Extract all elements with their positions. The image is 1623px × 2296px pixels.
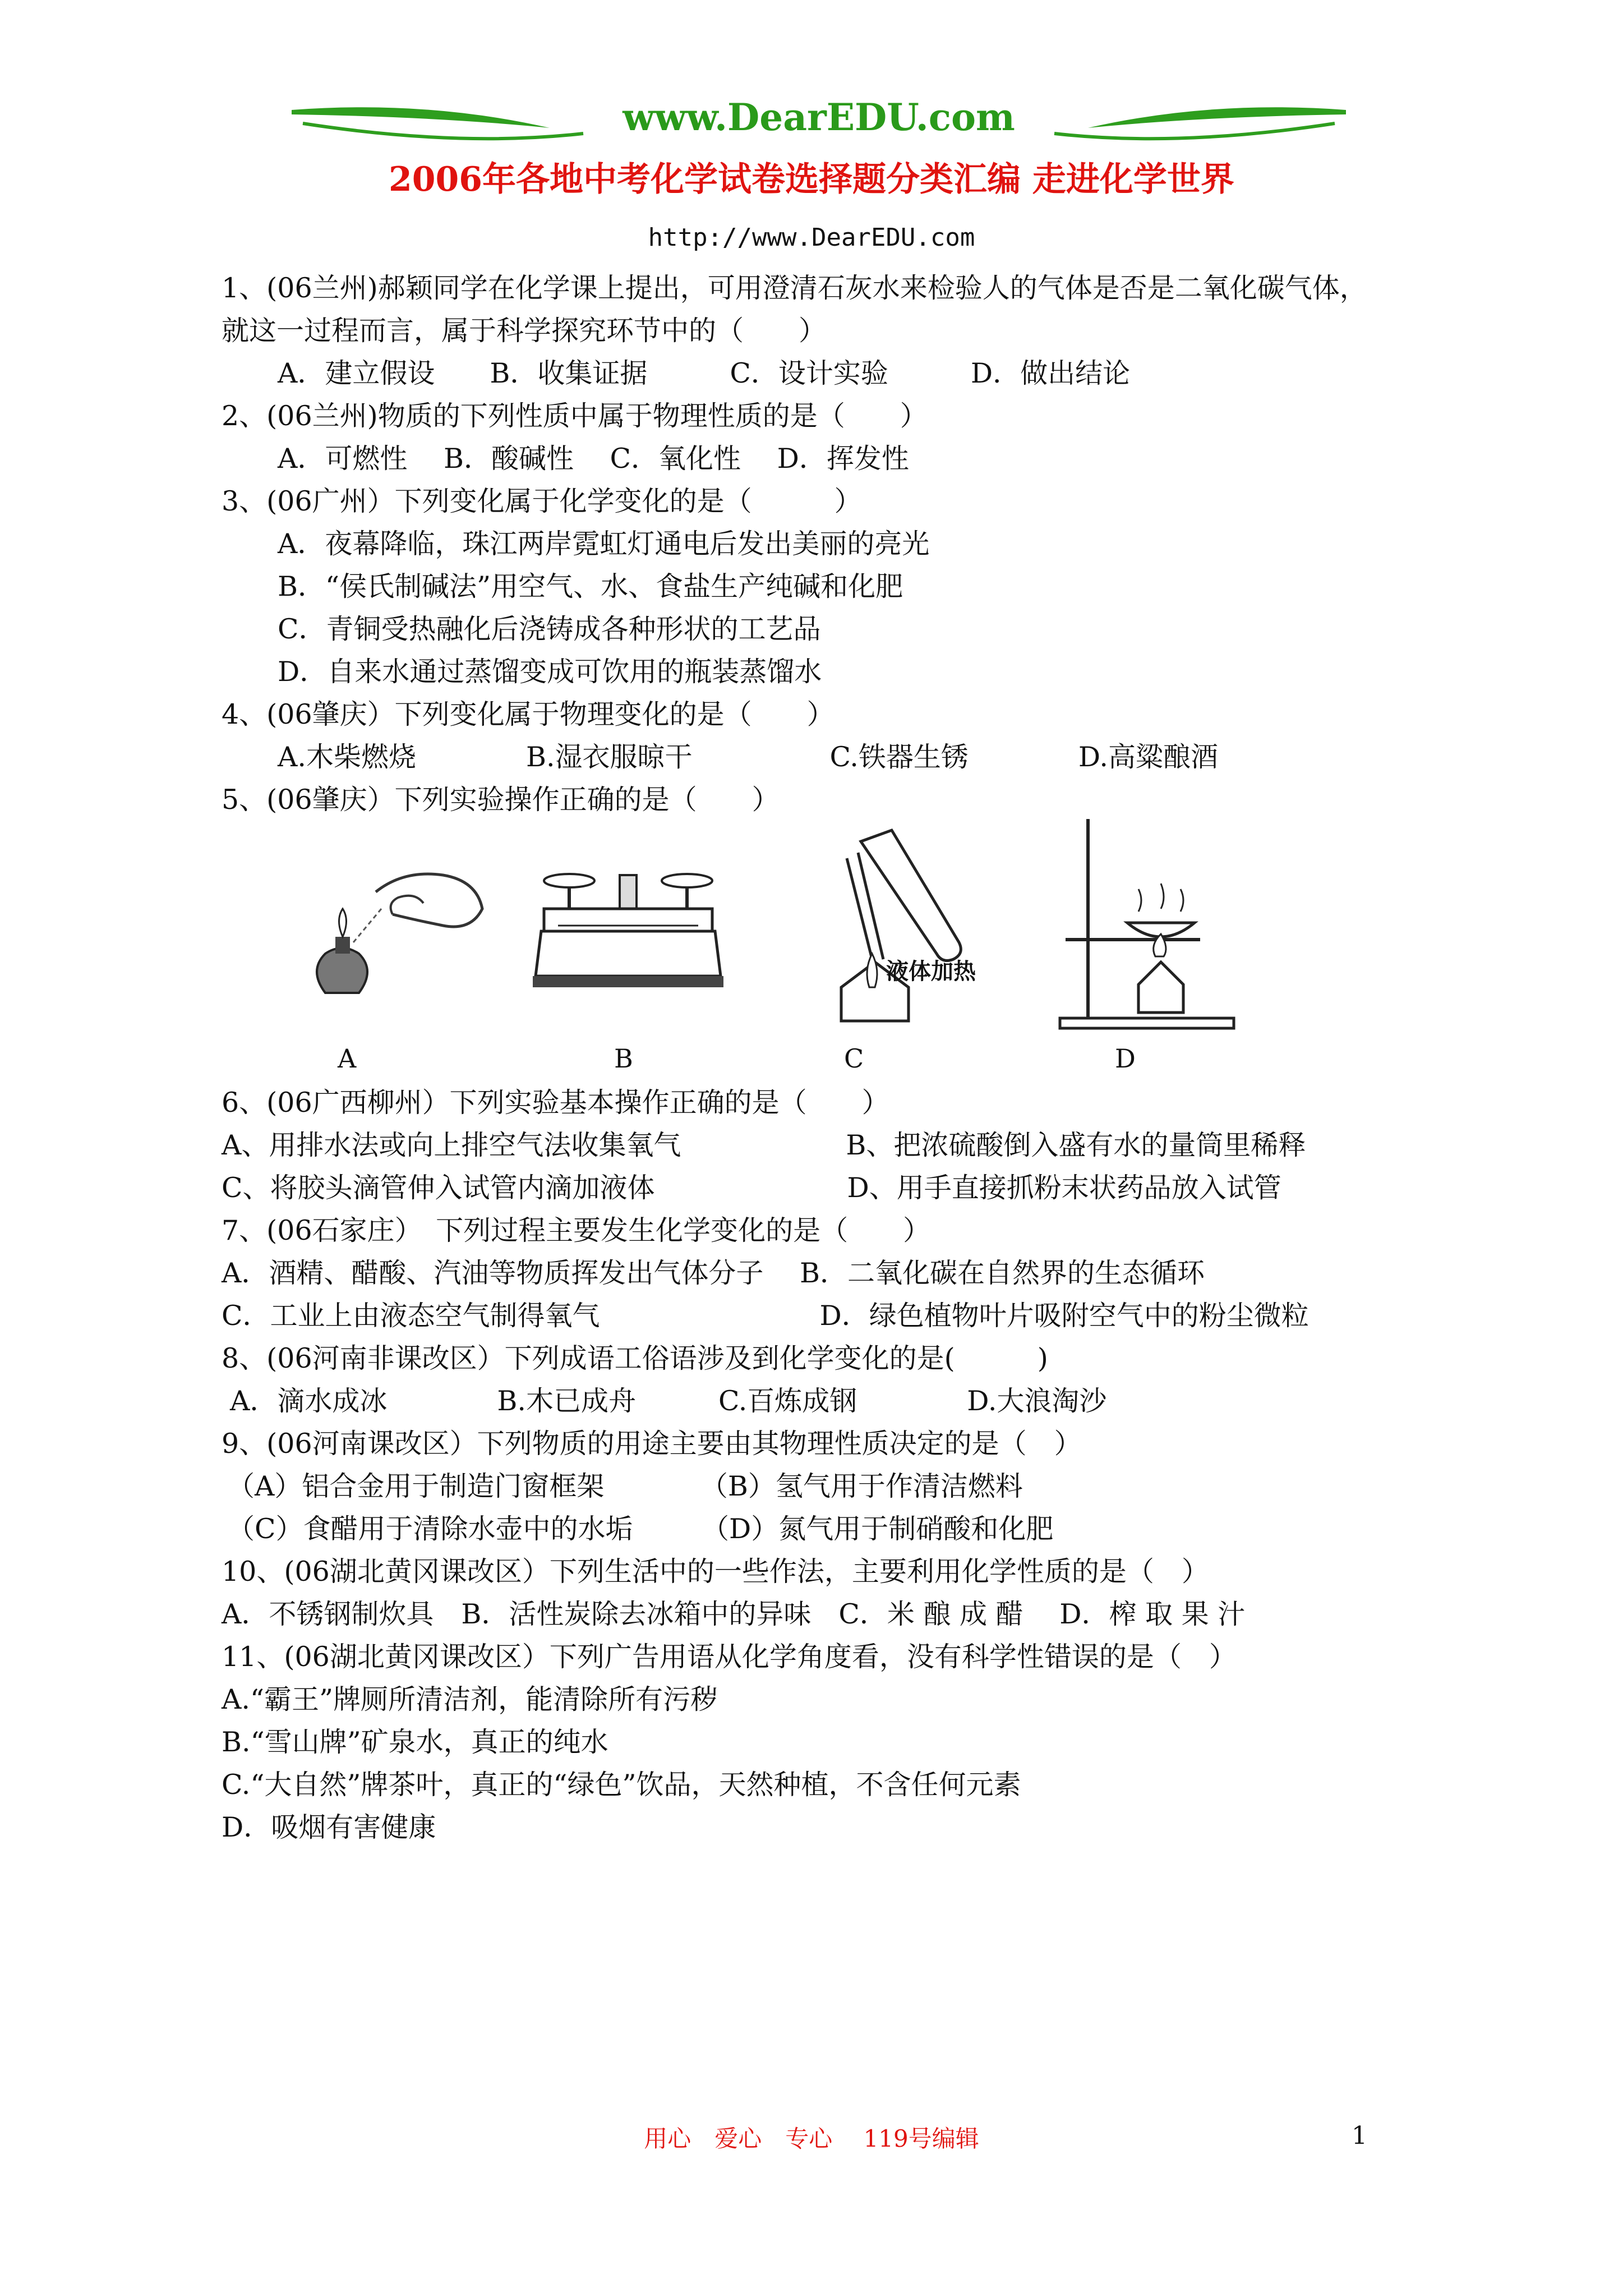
question-3-option-a: A．夜幕降临，珠江两岸霓虹灯通电后发出美丽的亮光	[278, 528, 930, 560]
question-7-options-cd: C．工业上由液态空气制得氧气 D．绿色植物叶片吸附空气中的粉尘微粒	[222, 1300, 1309, 1332]
question-3-option-d: D．自来水通过蒸馏变成可饮用的瓶装蒸馏水	[278, 656, 822, 688]
question-1-stem-cont: 就这一过程而言，属于科学探究环节中的（ ）	[222, 315, 827, 347]
question-9-options-ab: （A）铝合金用于制造门窗框架 （B）氢气用于作清洁燃料	[227, 1470, 1023, 1502]
figure-label-c: C	[844, 1043, 864, 1074]
figure-a-alcohol-lamp	[303, 858, 494, 1010]
question-2-stem: 2、(06兰州)物质的下列性质中属于物理性质的是（ ）	[222, 400, 928, 432]
question-6-options-cd: C、将胶头滴管伸入试管内滴加液体 D、用手直接抓粉末状药品放入试管	[222, 1172, 1281, 1204]
question-9-options-cd: （C）食醋用于清除水壶中的水垢 （D）氮气用于制硝酸和化肥	[227, 1513, 1054, 1545]
document-title: 2006年各地中考化学试卷选择题分类汇编 走进化学世界	[389, 160, 1234, 199]
question-1-options: A．建立假设 B．收集证据 C．设计实验 D．做出结论	[278, 357, 1131, 389]
figure-label-b: B	[614, 1043, 633, 1074]
question-8-options: A．滴水成冰 B.木已成舟 C.百炼成钢 D.大浪淘沙	[230, 1385, 1107, 1417]
figure-label-a: A	[338, 1043, 357, 1074]
question-10-options: A．不锈钢制炊具 B．活性炭除去冰箱中的异味 C．米 酿 成 醋 D．榨 取 果 汁	[222, 1598, 1246, 1630]
figure-d-evaporation-stand	[1054, 816, 1239, 1032]
question-11-option-a: A.“霸王”牌厕所清洁剂，能清除所有污秽	[222, 1683, 718, 1715]
question-11-stem: 11、(06湖北黄冈课改区）下列广告用语从化学角度看，没有科学性错误的是（ ）	[222, 1641, 1237, 1673]
question-6-stem: 6、(06广西柳州）下列实验基本操作正确的是（ ）	[222, 1087, 889, 1119]
question-3-option-c: C．青铜受热融化后浇铸成各种形状的工艺品	[278, 613, 821, 645]
question-4-options: A.木柴燃烧 B.湿衣服晾干 C.铁器生锈 D.高粱酿酒	[278, 741, 1218, 773]
question-6-options-ab: A、用排水法或向上排空气法收集氧气 B、把浓硫酸倒入盛有水的量筒里稀释	[222, 1129, 1306, 1161]
figure-b-balance-scale	[530, 864, 726, 1010]
footer-text: 用心 爱心 专心 119号编辑	[644, 2125, 979, 2152]
question-7-stem: 7、(06石家庄） 下列过程主要发生化学变化的是（ ）	[222, 1214, 931, 1246]
document-url[interactable]: http://www.DearEDU.com	[648, 223, 975, 252]
question-11-option-b: B.“雪山牌”矿泉水，真正的纯水	[222, 1726, 608, 1758]
site-banner	[292, 94, 1346, 156]
page-number: 1	[1352, 2122, 1367, 2150]
question-10-stem: 10、(06湖北黄冈课改区）下列生活中的一些作法，主要利用化学性质的是（ ）	[222, 1556, 1209, 1588]
figure-label-d: D	[1115, 1043, 1136, 1074]
question-3-stem: 3、(06广州）下列变化属于化学变化的是（ ）	[222, 485, 862, 517]
question-5-stem: 5、(06肇庆）下列实验操作正确的是（ ）	[222, 784, 780, 816]
figure-c-test-tube-heating	[808, 819, 1021, 1032]
question-8-stem: 8、(06河南非课改区）下列成语工俗语涉及到化学变化的是( )	[222, 1342, 1048, 1374]
banner-text: www.DearEDU.com	[623, 95, 1015, 139]
figure-c-caption: 液体加热	[886, 959, 976, 984]
question-2-options: A．可燃性 B．酸碱性 C．氧化性 D．挥发性	[278, 443, 909, 475]
question-9-stem: 9、(06河南课改区）下列物质的用途主要由其物理性质决定的是（ ）	[222, 1428, 1082, 1460]
question-11-option-c: C.“大自然”牌茶叶，真正的“绿色”饮品，天然种植，不含任何元素	[222, 1769, 1021, 1801]
question-4-stem: 4、(06肇庆）下列变化属于物理变化的是（ ）	[222, 698, 834, 730]
question-1-stem: 1、(06兰州)郝颖同学在化学课上提出，可用澄清石灰水来检验人的气体是否是二氧化碳气体，	[222, 272, 1367, 304]
question-7-options-ab: A．酒精、醋酸、汽油等物质挥发出气体分子 B．二氧化碳在自然界的生态循环	[222, 1257, 1205, 1289]
question-3-option-b: B．“侯氏制碱法”用空气、水、食盐生产纯碱和化肥	[278, 570, 903, 602]
question-11-option-d: D．吸烟有害健康	[222, 1811, 436, 1843]
